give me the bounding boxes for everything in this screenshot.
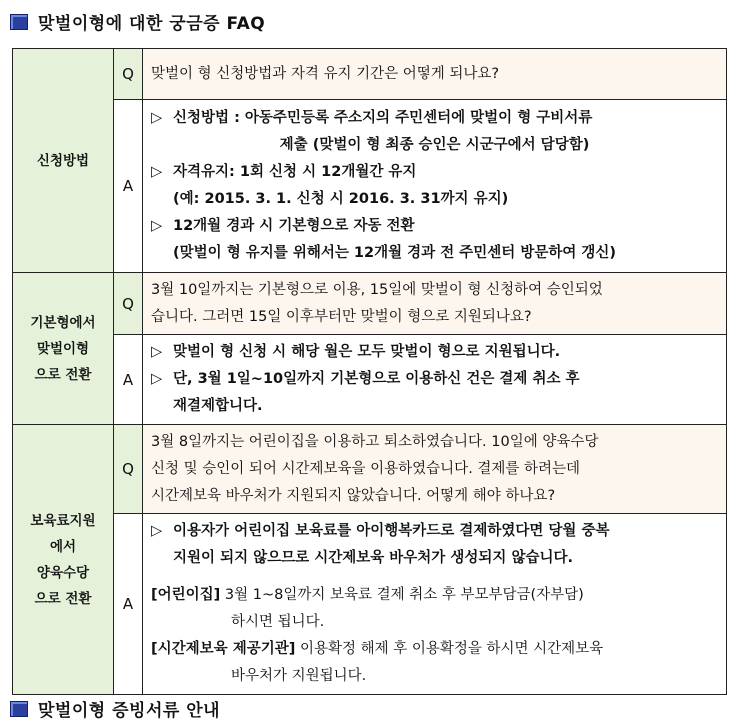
answer-cell <box>143 514 727 695</box>
answer-text: 이용자가 어린이집 보육료를 아이행복카드로 결제하였다면 당월 중복 <box>173 523 610 539</box>
answer-paragraph <box>151 582 718 609</box>
docs-heading <box>10 696 220 721</box>
faq-table <box>12 48 727 695</box>
triangle-bullet-icon: ▷ <box>151 344 163 360</box>
question-text: 맞벌이 형 신청방법과 자격 유지 기간은 어떻게 되나요? <box>151 65 500 82</box>
category-cell <box>13 425 114 695</box>
faq-row-answer <box>13 100 727 273</box>
question-cell <box>143 273 727 335</box>
paragraph-text-cont: 하시면 됩니다. <box>231 614 325 630</box>
question-text: 시간제보육 바우처가 지원되지 않았습니다. 어떻게 해야 하나요? <box>151 487 556 504</box>
question-cell <box>143 425 727 514</box>
answer-bullet <box>151 518 718 545</box>
category-label: 보육료지원 <box>30 512 96 529</box>
faq-row-question <box>13 425 727 514</box>
faq-heading-text: 맞벌이형에 대한 궁금증 FAQ <box>38 14 266 34</box>
answer-bullet <box>151 339 718 366</box>
answer-bullet <box>151 159 718 186</box>
faq-row-question <box>13 49 727 100</box>
answer-text-cont: 지원이 되지 않으므로 시간제보육 바우처가 생성되지 않습니다. <box>173 550 573 566</box>
answer-cell <box>143 100 727 273</box>
triangle-bullet-icon: ▷ <box>151 218 163 234</box>
a-marker: A <box>114 100 143 273</box>
category-label: 기본형에서 <box>30 314 96 331</box>
answer-text: 단, 3월 1일~10일까지 기본형으로 이용하신 건은 결제 취소 후 <box>173 371 580 387</box>
answer-text-cont: 재결제합니다. <box>173 398 263 414</box>
paragraph-text-cont: 바우처가 지원됩니다. <box>231 668 367 684</box>
answer-bullet <box>151 213 718 240</box>
category-label: 맞벌이형 <box>36 340 90 357</box>
a-marker: A <box>114 514 143 695</box>
triangle-bullet-icon: ▷ <box>151 164 163 180</box>
paragraph-label: [시간제보육 제공기관] <box>151 641 296 657</box>
question-text: 습니다. 그러면 15일 이후부터만 맞벌이 형으로 지원되나요? <box>151 308 532 325</box>
category-label: 으로 전환 <box>34 366 92 383</box>
faq-row-question <box>13 273 727 335</box>
faq-row-answer <box>13 514 727 695</box>
question-text: 3월 10일까지는 기본형으로 이용, 15일에 맞벌이 형 신청하여 승인되었 <box>151 281 603 298</box>
answer-text: 맞벌이 형 신청 시 해당 월은 모두 맞벌이 형으로 지원됩니다. <box>173 344 561 360</box>
a-marker: A <box>114 335 143 425</box>
answer-bullet <box>151 366 718 393</box>
triangle-bullet-icon: ▷ <box>151 371 163 387</box>
q-marker: Q <box>114 425 143 514</box>
category-label: 에서 <box>49 538 77 555</box>
paragraph-text: 3월 1~8일까지 보육료 결제 취소 후 부모부담금(자부담) <box>220 587 584 603</box>
answer-cell <box>143 335 727 425</box>
faq-heading <box>10 9 265 34</box>
answer-text-cont: 제출 (맞벌이 형 최종 승인은 시군구에서 담당함) <box>279 137 590 153</box>
answer-text-cont: (예: 2015. 3. 1. 신청 시 2016. 3. 31까지 유지) <box>173 191 509 207</box>
question-text: 신청 및 승인이 되어 시간제보육을 이용하였습니다. 결제를 하려는데 <box>151 460 581 477</box>
category-cell <box>13 273 114 425</box>
question-text: 3월 8일까지는 어린이집을 이용하고 퇴소하였습니다. 10일에 양육수당 <box>151 433 599 450</box>
question-cell <box>143 49 727 100</box>
answer-bullet <box>151 105 718 132</box>
answer-text: 신청방법 : 아동주민등록 주소지의 주민센터에 맞벌이 형 구비서류 <box>173 110 593 126</box>
q-marker: Q <box>114 273 143 335</box>
category-cell <box>13 49 114 273</box>
triangle-bullet-icon: ▷ <box>151 523 163 539</box>
answer-text-cont: (맞벌이 형 유지를 위해서는 12개월 경과 전 주민센터 방문하여 갱신) <box>173 245 617 261</box>
answer-text: 12개월 경과 시 기본형으로 자동 전환 <box>173 218 415 234</box>
q-marker: Q <box>114 49 143 100</box>
paragraph-text: 이용확정 해제 후 이용확정을 하시면 시간제보육 <box>295 641 604 657</box>
category-label: 양육수당 <box>36 564 90 581</box>
faq-row-answer <box>13 335 727 425</box>
paragraph-label: [어린이집] <box>151 587 221 603</box>
category-label: 으로 전환 <box>34 590 92 607</box>
square-bullet-icon <box>10 701 28 717</box>
answer-paragraph <box>151 636 718 663</box>
answer-text: 자격유지: 1회 신청 시 12개월간 유지 <box>173 164 417 180</box>
square-bullet-icon <box>10 14 28 30</box>
category-label: 신청방법 <box>36 152 90 169</box>
docs-heading-text: 맞벌이형 증빙서류 안내 <box>38 701 221 721</box>
triangle-bullet-icon: ▷ <box>151 110 163 126</box>
